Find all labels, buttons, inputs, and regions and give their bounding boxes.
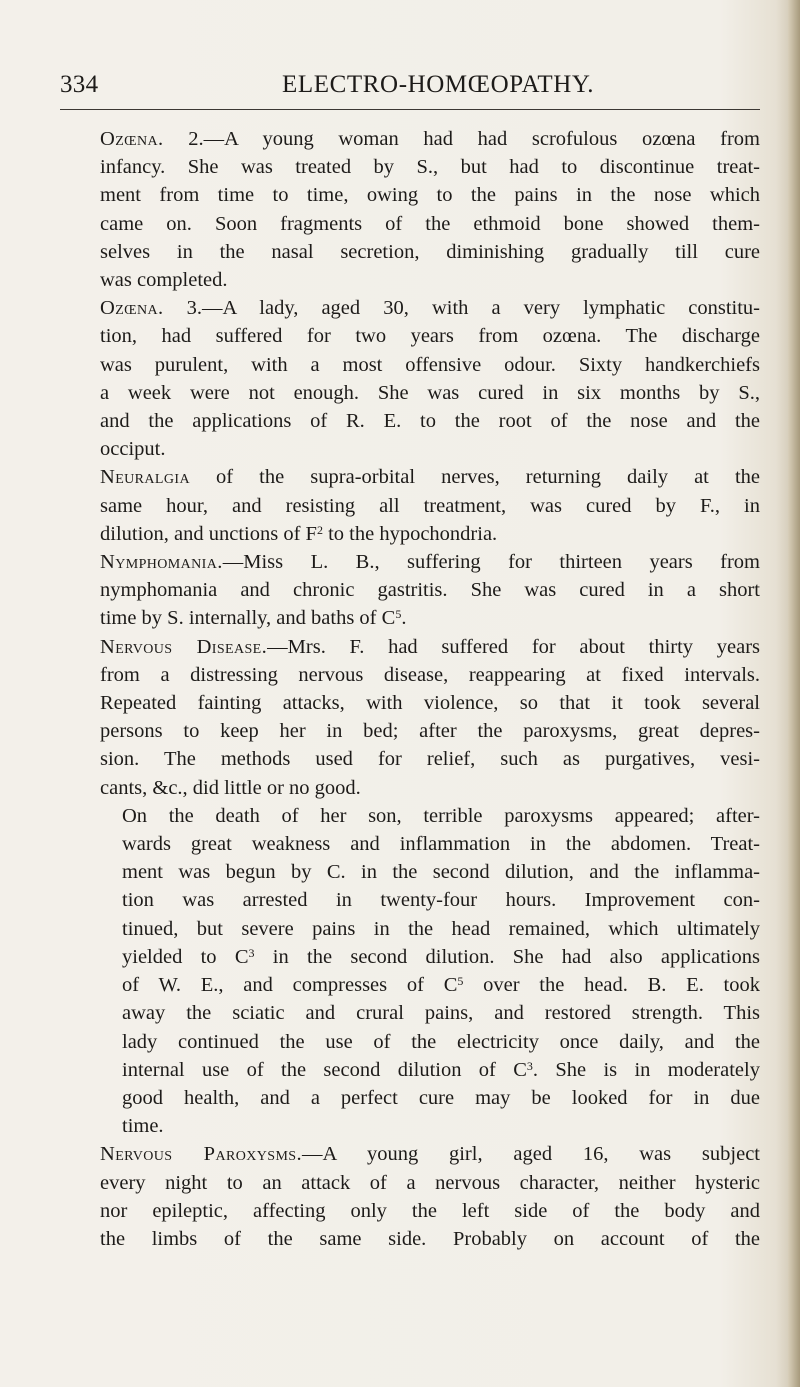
page-binding-edge [788, 0, 800, 1387]
body-text [100, 125, 760, 1253]
text-line: was purulent, with a most offensive odour. Sixty handkerchiefs [100, 353, 760, 376]
text-line: the limbs of the same side. Probably on account of the [100, 1227, 760, 1250]
text-line: On the death of her son, terrible paroxysms appeared; after- [122, 804, 760, 827]
text-line: Neuralgia of the supra-orbital nerves, returning daily at the [100, 466, 760, 489]
page-number: 334 [60, 71, 99, 98]
text-line: time by S. internally, and baths of $C^5$. [100, 607, 407, 630]
text-line: a week were not enough. She was cured in six months by S., [100, 381, 760, 404]
text-line: yielded to $C^3$ in the second dilution. She had also applications [122, 945, 760, 968]
text-line: came on. Soon fragments of the ethmoid bone showed them- [100, 212, 760, 235]
text-line: Nymphomania.—Miss L. B., suffering for thirteen years from [100, 551, 760, 574]
text-line: ment was begun by C. in the second dilution, and the inflamma- [122, 861, 760, 884]
text-line: nymphomania and chronic gastritis. She was cured in a short [100, 579, 760, 602]
paragraph-ozoena-3 [100, 294, 760, 463]
header-rule [60, 109, 760, 110]
paragraph-nymphomania [100, 548, 760, 633]
paragraph-nervous-disease [100, 633, 760, 802]
text-line: of W. E., and compresses of $C^5$ over the head. B. E. took [122, 974, 761, 997]
text-line: Nervous Paroxysms.—A young girl, aged 16, was subject [100, 1143, 760, 1166]
text-line: time. [122, 1115, 164, 1138]
text-line: from a distressing nervous disease, reappearing at fixed intervals. [100, 663, 760, 686]
text-line: Nervous Disease.—Mrs. F. had suffered for about thirty years [100, 635, 760, 658]
text-line: tion was arrested in twenty-four hours. Improvement con- [122, 889, 760, 912]
text-line: occiput. [100, 438, 166, 461]
text-line: tion, had suffered for two years from ozœna. The discharge [100, 325, 760, 348]
text-line: nor epileptic, affecting only the left side of the body and [100, 1199, 760, 1222]
paragraph-continuation [78, 802, 760, 1140]
section-heading: Nervous Disease. [100, 635, 268, 658]
text-line: lady continued the use of the electricity once daily, and the [122, 1030, 760, 1053]
text-line: good health, and a perfect cure may be looked for in due [122, 1086, 760, 1109]
paragraph-ozoena-2 [100, 125, 760, 294]
text-line: same hour, and resisting all treatment, was cured by F., in [100, 494, 760, 517]
text-line: infancy. She was treated by S., but had to discontinue treat- [100, 156, 760, 179]
text-line: wards great weakness and inflammation in the abdomen. Treat- [122, 833, 760, 856]
text-line: dilution, and unctions of $F^2$ to the hypochondria. [100, 522, 498, 545]
text-line: every night to an attack of a nervous character, neither hysteric [100, 1171, 760, 1194]
text-line: away the sciatic and crural pains, and restored strength. This [122, 1002, 760, 1025]
text-line: ment from time to time, owing to the pains in the nose which [100, 184, 760, 207]
section-heading: Nervous Paroxysms. [100, 1143, 302, 1166]
running-title: ELECTRO-HOMŒOPATHY. [282, 71, 595, 98]
section-heading: Nymphomania. [100, 551, 223, 574]
text-line: sion. The methods used for relief, such as purgatives, vesi- [100, 748, 760, 771]
section-heading: Ozœna. [100, 128, 164, 150]
text-line: Ozœna. 2.—A young woman had had scrofulous ozœna from [100, 128, 760, 150]
text-line: was completed. [100, 269, 228, 292]
text-line: Repeated fainting attacks, with violence, so that it took several [100, 692, 760, 715]
text-line: cants, &c., did little or no good. [100, 776, 361, 799]
text-line: selves in the nasal secretion, diminishing gradually till cure [100, 240, 760, 263]
section-heading: Neuralgia [100, 466, 190, 489]
text-line: tinued, but severe pains in the head remained, which ultimately [122, 917, 760, 940]
paragraph-nervous-paroxysms [100, 1140, 760, 1253]
text-line: internal use of the second dilution of $C^3$. She is in moderately [122, 1058, 760, 1081]
paragraph-neuralgia [100, 463, 760, 548]
text-line: Ozœna. 3.—A lady, aged 30, with a very lymphatic constitu- [100, 297, 760, 320]
text-line: and the applications of R. E. to the root of the nose and the [100, 410, 760, 433]
section-heading: Ozœna. [100, 297, 164, 320]
text-line: persons to keep her in bed; after the paroxysms, great depres- [100, 720, 760, 743]
